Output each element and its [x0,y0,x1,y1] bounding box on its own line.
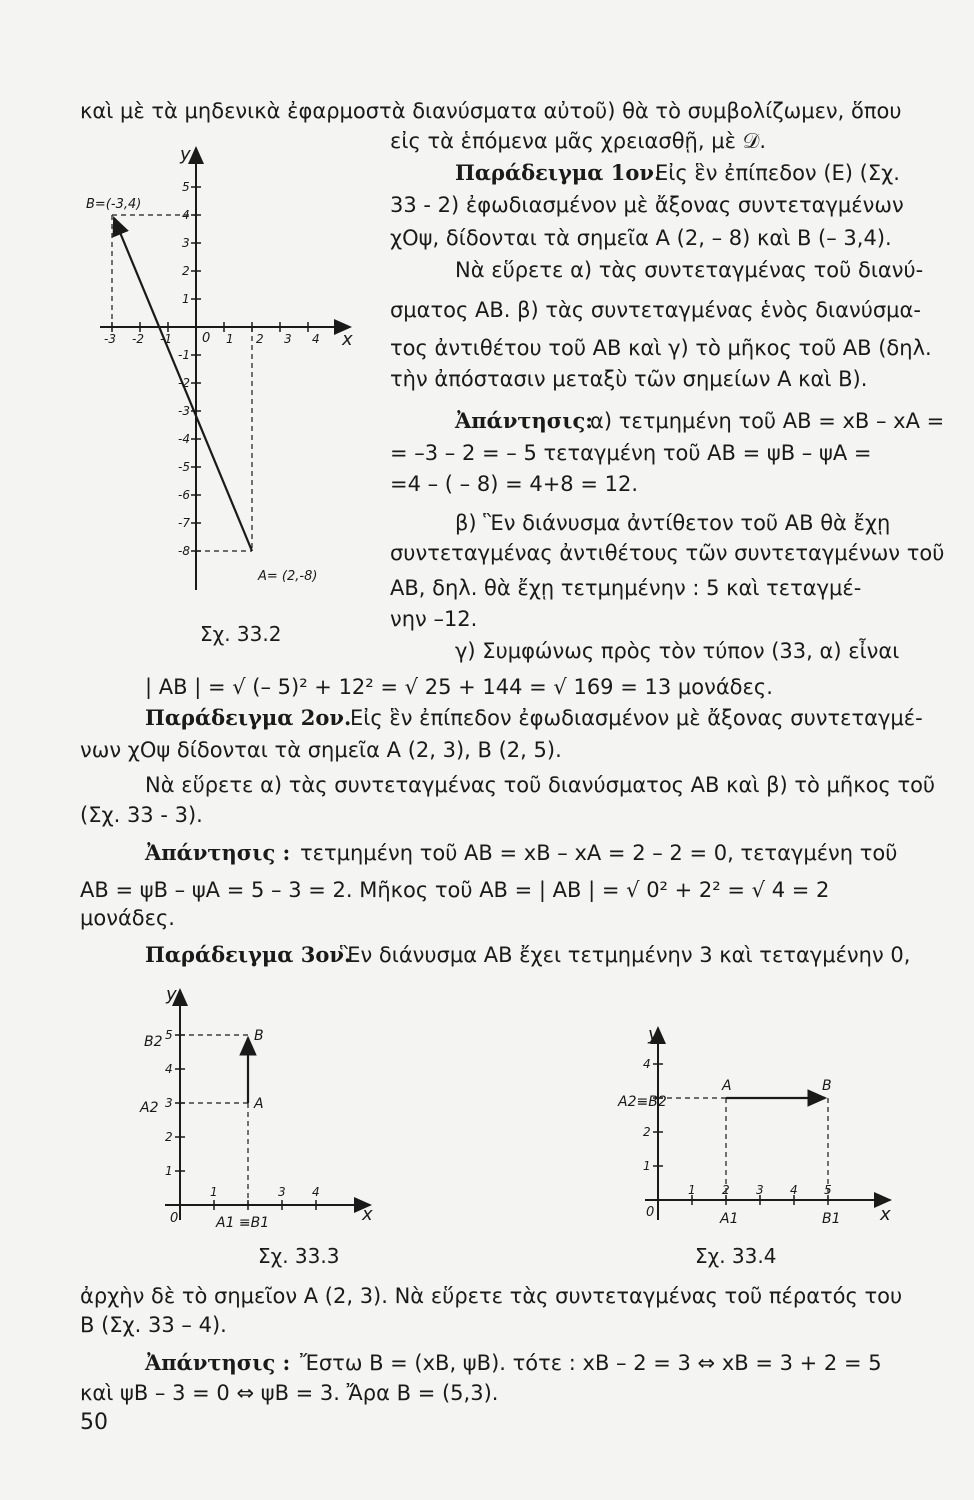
text-line-27: ἀρχὴν δὲ τὸ σημεῖον Α (2, 3). Νὰ εὕρετε τὰς συντεταγμένας τοῦ πέρατός του [80,1284,903,1308]
text-line-13: β) Ἓν διάνυσμα ἀντίθετον τοῦ AB θὰ ἔχῃ [455,511,891,535]
ytick-4: 4 [165,1062,173,1076]
b1-label: B1 [822,1211,841,1227]
a1-label: A1 [720,1211,739,1227]
point-a-label: A [722,1078,732,1094]
answer-1-heading: Ἀπάντησις: [455,408,593,433]
text-line-17: γ) Συμφώνως πρὸς τὸν τύπον (33, α) εἶναι [455,639,900,663]
ytick-m8: -8 [178,544,190,558]
xtick-5: 5 [824,1183,832,1197]
xtick-2: 2 [722,1183,730,1197]
text-line-6: Νὰ εὕρετε α) τὰς συντεταγμένας τοῦ διανύ- [455,258,924,282]
ytick-1: 1 [643,1159,651,1173]
a2-label: A2 [140,1100,159,1116]
text-line-21: Νὰ εὕρετε α) τὰς συντεταγμένας τοῦ διανύσματος AB καὶ β) τὸ μῆκος τοῦ [145,773,936,797]
ytick-5: 5 [182,180,190,194]
xtick-4: 4 [312,332,320,346]
text-line-22: (Σχ. 33 - 3). [80,803,203,827]
ytick-4: 4 [643,1057,651,1071]
caption-fig-33-2: Σχ. 33.2 [200,622,282,646]
ytick-1: 1 [182,292,190,306]
xtick-m1: -1 [160,332,172,346]
text-line-25: μονάδες. [80,906,175,930]
xtick-4: 4 [790,1183,798,1197]
text-line-29: Ἔστω Β = (xB, ψB). τότε : xB – 2 = 3 ⇔ xB = 3 + 2 = 5 [300,1351,882,1375]
text-line-9: τὴν ἀπόστασιν μεταξὺ τῶν σημείων Α καὶ Β). [390,367,868,391]
ytick-2: 2 [643,1125,651,1139]
text-line-7: σματος AB. β) τὰς συντεταγμένας ἑνὸς διανύσμα- [390,298,921,322]
text-line-5: χΟψ, δίδονται τὰ σημεῖα Α (2, – 8) καὶ Β (– 3,4). [390,226,892,250]
foot-label: A1 ≡B1 [216,1215,270,1231]
ytick-2: 2 [182,264,190,278]
y-axis-label: y [166,984,177,1005]
ytick-4: 4 [182,208,190,222]
text-line-15: AB, δηλ. θὰ ἔχῃ τετμημένην : 5 καὶ τεταγμέ- [390,576,862,600]
figure-33-4 [610,1020,910,1240]
xtick-2: 2 [256,332,264,346]
text-line-26: Ἓν διάνυσμα AB ἔχει τετμημένην 3 καὶ τεταγμένην 0, [340,943,911,967]
ytick-2: 2 [165,1130,173,1144]
text-line-30: καὶ ψB – 3 = 0 ⇔ ψB = 3. Ἄρα Β = (5,3). [80,1381,499,1405]
xtick-m3: -3 [104,332,116,346]
xtick-1: 1 [688,1183,696,1197]
point-a-label: A= (2,-8) [258,569,318,584]
text-line-4: 33 - 2) ἐφωδιασμένον μὲ ἄξονας συντεταγμένων [390,193,904,217]
text-line-8: τος ἀντιθέτου τοῦ AB καὶ γ) τὸ μῆκος τοῦ AB (δηλ. [390,336,932,360]
xtick-1: 1 [210,1185,218,1199]
origin-label: 0 [646,1205,655,1220]
xtick-4: 4 [312,1185,320,1199]
caption-fig-33-4: Σχ. 33.4 [695,1244,777,1268]
xtick-1: 1 [226,332,234,346]
ytick-m7: -7 [178,516,190,530]
figure-33-2 [80,140,380,630]
y-axis-label: y [648,1024,659,1045]
ytick-m1: -1 [178,348,190,362]
ytick-1: 1 [165,1164,173,1178]
x-axis-label: x [880,1204,891,1225]
text-line-2: εἰς τὰ ἑπόμενα μᾶς χρειασθῇ, μὲ 𝒟. [390,129,767,153]
a2b2-label: A2≡B2 [618,1094,667,1110]
ytick-5: 5 [165,1028,173,1042]
xtick-3: 3 [284,332,292,346]
text-line-10: α) τετμημένη τοῦ AB = xB – xA = [590,409,945,433]
page-number: 50 [80,1410,108,1435]
figure-33-3 [130,980,390,1240]
text-line-23: τετμημένη τοῦ AB = xB – xA = 2 – 2 = 0, τεταγμένη τοῦ [300,841,898,865]
xtick-m2: -2 [132,332,144,346]
answer-2-heading: Ἀπάντησις : [145,840,291,865]
y-axis-label: y [180,144,191,165]
text-line-1: καὶ μὲ τὰ μηδενικὰ ἐφαρμοστὰ διανύσματα αὐτοῦ) θὰ τὸ συμβολίζωμεν, ὅπου [80,99,902,123]
x-axis-label: x [342,329,353,350]
text-line-16: νην –12. [390,607,478,631]
text-line-24: AB = ψB – ψA = 5 – 3 = 2. Μῆκος τοῦ AB = | AB | = √ 0² + 2² = √ 4 = 2 [80,878,830,902]
ytick-3: 3 [165,1096,173,1110]
ytick-m4: -4 [178,432,190,446]
text-line-18: | AB | = √ (– 5)² + 12² = √ 25 + 144 = √ 169 = 13 μονάδες. [145,675,773,699]
example-2-heading: Παράδειγμα 2ον. [145,705,352,730]
answer-3-heading: Ἀπάντησις : [145,1350,291,1375]
caption-fig-33-3: Σχ. 33.3 [258,1244,340,1268]
point-b-label: B [254,1028,264,1044]
origin-label: 0 [202,331,211,346]
text-line-28: Β (Σχ. 33 – 4). [80,1313,227,1337]
example-1-heading: Παράδειγμα 1ον. [455,160,662,185]
xtick-3: 3 [278,1185,286,1199]
point-b-label: B [822,1078,832,1094]
ytick-m2: -2 [178,376,190,390]
x-axis-label: x [362,1204,373,1225]
text-line-14: συντεταγμένας ἀντιθέτους τῶν συντεταγμένων τοῦ [390,541,945,565]
point-a-label: A [254,1096,264,1112]
ytick-m6: -6 [178,488,190,502]
text-line-12: =4 – ( – 8) = 4+8 = 12. [390,472,639,496]
b2-label: B2 [144,1034,163,1050]
text-line-19: Εἰς ἓν ἐπίπεδον ἐφωδιασμένον μὲ ἄξονας συντεταγμέ- [350,706,923,730]
text-line-3: Εἰς ἓν ἐπίπεδον (Ε) (Σχ. [655,161,900,185]
text-line-11: = –3 – 2 = – 5 τεταγμένη τοῦ AB = ψB – ψA = [390,441,872,465]
ytick-3: 3 [182,236,190,250]
ytick-m5: -5 [178,460,190,474]
ytick-m3: -3 [178,404,190,418]
xtick-3: 3 [756,1183,764,1197]
example-3-heading: Παράδειγμα 3ον. [145,942,352,967]
origin-label: 0 [170,1211,179,1226]
point-b-label: B=(-3,4) [86,197,142,212]
text-line-20: νων χΟψ δίδονται τὰ σημεῖα Α (2, 3), Β (2, 5). [80,738,562,762]
